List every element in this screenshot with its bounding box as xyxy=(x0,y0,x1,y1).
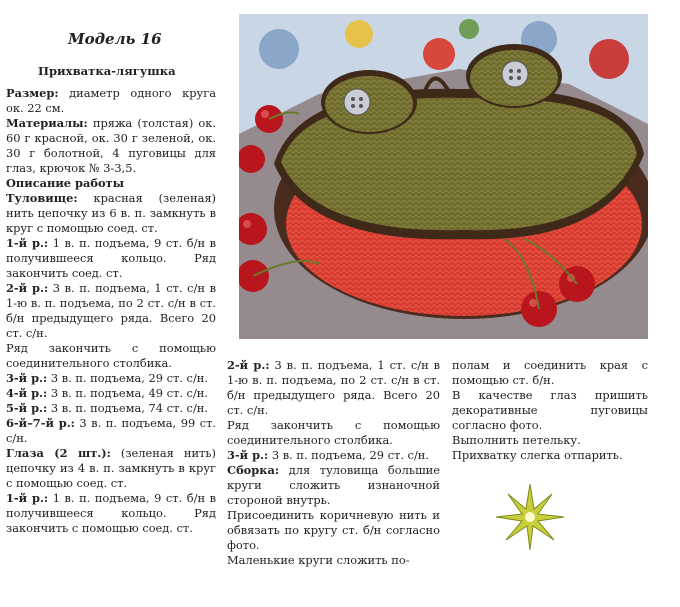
frog-potholder-photo xyxy=(239,14,648,339)
paragraph-text: диаметр одного круга ок. 22 см. xyxy=(6,86,216,115)
paragraph-heading: 6-й–7-й р.: xyxy=(6,416,75,430)
paragraph xyxy=(6,176,216,191)
paragraph-heading: Материалы: xyxy=(6,116,88,130)
paragraph-text: Маленькие круги сложить по- xyxy=(227,553,410,567)
page-title: Модель 16 xyxy=(68,30,162,48)
paragraph-heading: 3-й р.: xyxy=(6,371,48,385)
paragraph xyxy=(227,358,440,418)
paragraph xyxy=(6,191,216,236)
paragraph xyxy=(227,508,440,553)
text-column-1 xyxy=(6,86,216,536)
paragraph-heading: Туловище: xyxy=(6,191,78,205)
paragraph xyxy=(452,433,648,448)
paragraph xyxy=(6,86,216,116)
paragraph-heading: Глаза (2 шт.): xyxy=(6,446,111,460)
paragraph xyxy=(6,371,216,386)
paragraph-text: пряжа (толстая) ок. 60 г красной, ок. 30 г зеленой, ок. 30 г болотной, 4 пуговицы для глаз, крючок № 3-3,5. xyxy=(6,116,216,175)
paragraph-heading: 4-й р.: xyxy=(6,386,48,400)
paragraph-text: 3 в. п. подъема, 1 ст. с/н в 1-ю в. п. подъема, по 2 ст. с/н в ст. б/н предыдущего ряда. Всего 20 ст. с/н. xyxy=(6,281,217,340)
paragraph-heading: 5-й р.: xyxy=(6,401,48,415)
paragraph xyxy=(452,388,648,433)
paragraph-text: Прихватку слегка отпарить. xyxy=(452,448,623,462)
paragraph-text: 3 в. п. подъема, 29 ст. с/н. xyxy=(268,448,429,462)
paragraph xyxy=(6,281,216,341)
model-subtitle: Прихватка-лягушка xyxy=(38,64,176,78)
paragraph-heading: 3-й р.: xyxy=(227,448,269,462)
paragraph xyxy=(6,341,216,371)
paragraph xyxy=(227,463,440,508)
paragraph xyxy=(6,491,216,536)
paragraph xyxy=(6,116,216,176)
paragraph-text: Присоединить коричневую нить и обвязать по кругу ст. б/н согласно фото. xyxy=(227,508,440,552)
paragraph xyxy=(6,416,216,446)
paragraph-text: 3 в. п. подъема, 74 ст. с/н. xyxy=(47,401,208,415)
paragraph-heading: Размер: xyxy=(6,86,59,100)
text-column-2 xyxy=(227,358,440,568)
paragraph-text: 3 в. п. подъема, 1 ст. с/н в 1-ю в. п. подъема, по 2 ст. с/н в ст. б/н предыдущего ряда. Всего 20 ст. с/н. xyxy=(227,358,441,417)
paragraph-text: для туловища большие круги сложить изнаночной стороной внутрь. xyxy=(227,463,440,507)
paragraph-heading: 1-й р.: xyxy=(6,491,49,505)
paragraph-heading: Сборка: xyxy=(227,463,280,477)
paragraph-text: полам и соединить края с помощью ст. б/н. xyxy=(452,358,648,387)
paragraph xyxy=(6,446,216,491)
paragraph-text: 1 в. п. подъема, 9 ст. б/н в получившееся кольцо. Ряд закончить с помощью соед. ст. xyxy=(6,491,217,535)
text-column-3 xyxy=(452,358,648,463)
paragraph-text: красная (зеленая) нить цепочку из 6 в. п. замкнуть в круг с помощью соед. ст. xyxy=(6,191,216,235)
paragraph-heading: 2-й р.: xyxy=(6,281,49,295)
paragraph xyxy=(6,401,216,416)
paragraph-text: 1 в. п. подъема, 9 ст. б/н в получившееся кольцо. Ряд закончить соед. ст. xyxy=(6,236,217,280)
paragraph-text: 3 в. п. подъема, 49 ст. с/н. xyxy=(47,386,208,400)
paragraph xyxy=(6,236,216,281)
paragraph-text: 3 в. п. подъема, 99 ст. с/н. xyxy=(6,416,216,445)
decorative-star-icon xyxy=(496,484,564,550)
paragraph xyxy=(227,418,440,448)
paragraph xyxy=(227,553,440,568)
paragraph-text: Выполнить петельку. xyxy=(452,433,581,447)
paragraph-text: Ряд закончить с помощью соединительного столбика. xyxy=(6,341,216,370)
paragraph-text: Ряд закончить с помощью соединительного столбика. xyxy=(227,418,440,447)
paragraph xyxy=(452,358,648,388)
paragraph-heading: 2-й р.: xyxy=(227,358,270,372)
paragraph-text: В качестве глаз пришить декоративные пуговицы согласно фото. xyxy=(452,388,648,432)
paragraph-heading: 1-й р.: xyxy=(6,236,49,250)
paragraph xyxy=(227,448,440,463)
paragraph-heading: Описание работы xyxy=(6,176,125,190)
paragraph-text: (зеленая нить) цепочку из 4 в. п. замкнуть в круг с помощью соед. ст. xyxy=(6,446,216,490)
paragraph xyxy=(6,386,216,401)
paragraph xyxy=(452,448,648,463)
paragraph-text: 3 в. п. подъема, 29 ст. с/н. xyxy=(47,371,208,385)
